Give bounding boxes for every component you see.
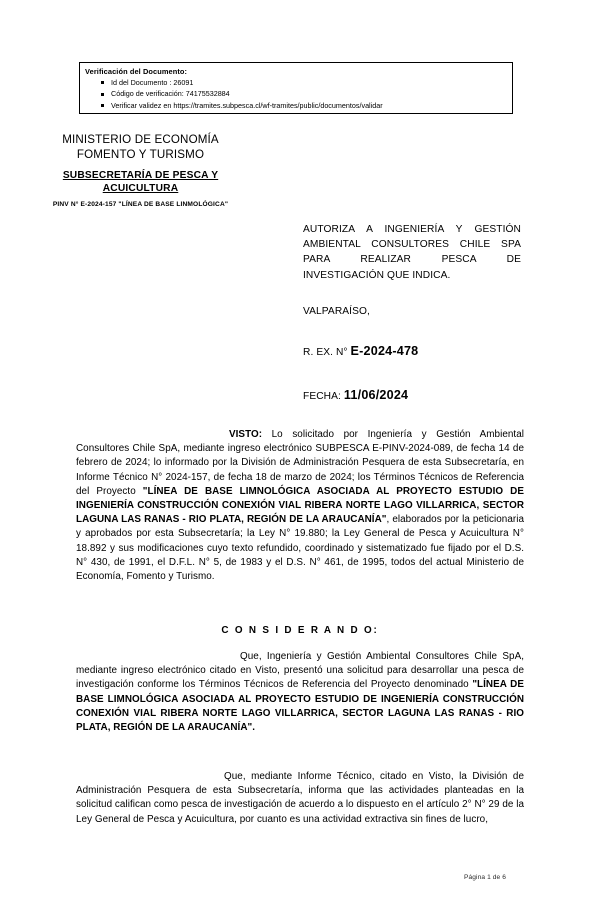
resolution-date-value: 11/06/2024 [343,388,409,402]
resolution-number-label: R. EX. N° [303,347,348,358]
resolution-subject: AUTORIZA A INGENIERÍA Y GESTIÓN AMBIENTAL CONSULTORES CHILE SPA PARA REALIZAR PESCA DE INVESTIGACIÓN QUE INDICA. [303,224,521,281]
considerando-paragraph-2 [76,770,524,827]
visto-label: VISTO: [229,429,263,440]
considerando-heading: C O N S I D E R A N D O: [221,625,379,636]
verification-list [85,77,512,111]
pinv-reference: PINV N° E-2024-157 "LÍNEA DE BASE LINMOLÓGICA" [52,201,229,208]
verification-title: Verificación del Documento: [85,67,188,76]
visto-text-part1: Lo solicitado por Ingeniería y Gestión Ambiental Consultores Chile SpA, mediante ingreso electrónico SUBPESCA E-PINV-2024-089, de fecha 14 de febrero de 2024; lo informado por la División de Administración Pesquera de esta Subsecretaría, en Informe Técnico N° 2024-157, de fecha 18 de marzo de 2024; los Términos Técnicos de Referencia del Proyecto [76,429,524,497]
resolution-date-label: FECHA: [303,391,341,402]
verification-item-url: Verificar validez en https://tramites.subpesca.cl/wf-tramites/public/documentos/validar [111,100,512,111]
considerando-paragraph-1 [76,650,524,735]
ministry-name-line2: FOMENTO Y TURISMO [76,147,205,161]
resolution-date [303,388,408,402]
page-footer: Página 1 de 6 [464,874,506,881]
letterhead [33,133,248,209]
verification-item-document-id: Id del Documento : 26091 [111,77,512,88]
visto-text-part2: , elaborados por la peticionaria y aprobados por esta Subsecretaría; la Ley N° 19.880; la Ley General de Pesca y Acuicultura N° 18.892 y sus modificaciones cuyo texto refundido, coordinado y sistematizado fue fijado por el D.S. N° 430, de 1991, el D.F.L. N° 5, de 1983 y el D.S. N° 461, de 1995, todos del actual Ministerio de Economía, Fomento y Turismo. [76,514,524,583]
verification-item-code: Código de verificación: 74175532884 [111,88,512,99]
consid2-text: Que, mediante Informe Técnico, citado en Visto, la División de Administración Pesquera de esta Subsecretaría, informa que las actividades planteadas en la solicitud califican como pesca de investigación de acuerdo a lo dispuesto en el artículo 2° N° 29 de la Ley General de Pesca y Acuicultura, por cuanto es una actividad extractiva sin fines de lucro, [76,771,524,825]
document-verification-box [79,62,513,114]
consid1-project-name: "LÍNEA DE BASE LIMNOLÓGICA ASOCIADA AL PROYECTO ESTUDIO DE INGENIERÍA CONSTRUCCIÓN CONEXIÓN VIAL RIBERA NORTE LAGO VILLARRICA, SECTOR LAGUNA LAS RANAS - RIO PLATA, REGIÓN DE LA ARAUCANÍA". [76,679,524,734]
resolution-number [303,344,418,358]
subsecretaria-name: SUBSECRETARÍA DE PESCA Y ACUICULTURA [62,170,219,194]
visto-paragraph [76,428,524,584]
resolution-place: VALPARAÍSO, [303,306,370,317]
ministry-name-line1: MINISTERIO DE ECONOMÍA [62,133,219,146]
consid1-text: Que, Ingeniería y Gestión Ambiental Consultores Chile SpA, mediante ingreso electrónico citado en Visto, presentó una solicitud para desarrollar una pesca de investigación conforme los Términos Técnicos de Referencia del Proyecto denominado [76,651,524,691]
resolution-number-value: E-2024-478 [350,344,419,358]
visto-project-name: "LÍNEA DE BASE LIMNOLÓGICA ASOCIADA AL PROYECTO ESTUDIO DE INGENIERÍA CONSTRUCCIÓN CONEXIÓN VIAL RIBERA NORTE LAGO VILLARRICA, SECTOR LAGUNA LAS RANAS - RIO PLATA, REGIÓN DE LA ARAUCANÍA" [76,485,524,526]
